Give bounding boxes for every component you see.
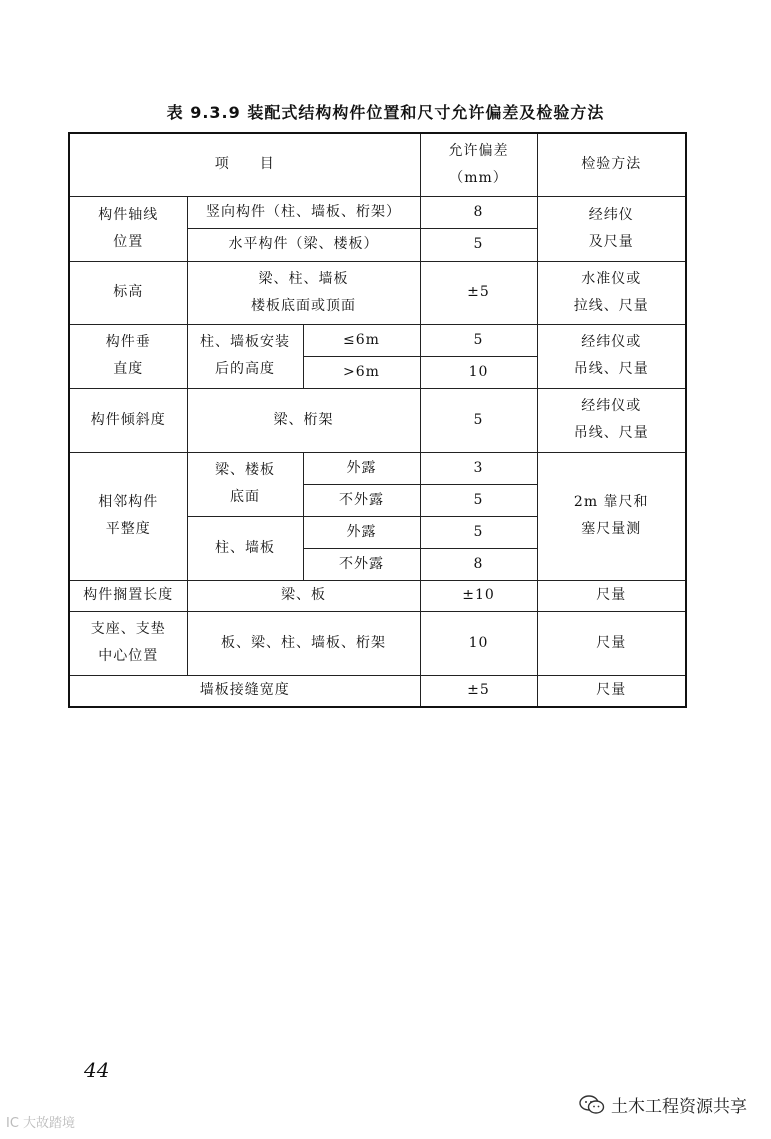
- condition-cell: 外露: [303, 516, 420, 548]
- method-line: 经纬仪或: [581, 398, 642, 414]
- item-column-wall: 柱、墙板: [187, 516, 303, 580]
- row-label-line: 位置: [113, 233, 144, 250]
- method-cell: 尺量: [537, 675, 686, 707]
- item-beam-slab-bottom: [187, 452, 303, 516]
- method-line: 吊线、尺量: [573, 361, 649, 377]
- method-cell: [537, 452, 686, 580]
- header-tolerance-line1: 允许偏差: [448, 142, 509, 159]
- watermark-left: IC 大故踏境: [6, 1116, 76, 1131]
- header-method: 检验方法: [537, 133, 686, 196]
- row-label-plumb: [69, 324, 187, 388]
- header-row: [69, 133, 686, 196]
- header-tolerance-line2: （mm）: [449, 169, 508, 186]
- item-vertical-members: 竖向构件（柱、墙板、桁架）: [187, 196, 420, 228]
- method-cell: [537, 261, 686, 324]
- method-line: 吊线、尺量: [573, 425, 649, 441]
- value-cell: 10: [420, 356, 537, 388]
- row-label-line: 平整度: [105, 521, 151, 537]
- condition-cell: 外露: [303, 452, 420, 484]
- item-tilt: 梁、桁架: [187, 388, 420, 452]
- item-line: 梁、楼板: [215, 462, 275, 478]
- row-label-tilt: 构件倾斜度: [69, 388, 187, 452]
- item-line: 楼板底面或顶面: [251, 297, 356, 314]
- method-line: 塞尺量测: [581, 521, 642, 537]
- condition-cell: 不外露: [303, 548, 420, 580]
- value-cell: 8: [420, 196, 537, 228]
- row-label-joint: 墙板接缝宽度: [69, 675, 420, 707]
- condition-cell: ≤6m: [303, 324, 420, 356]
- table-row: [69, 452, 686, 484]
- row-label-line: 构件垂: [105, 334, 151, 350]
- method-cell: 尺量: [537, 580, 686, 611]
- method-line: 拉线、尺量: [573, 297, 649, 314]
- value-cell: 10: [420, 611, 537, 675]
- method-line: 及尺量: [588, 233, 634, 250]
- method-cell: 尺量: [537, 611, 686, 675]
- row-label-line: 相邻构件: [98, 494, 159, 510]
- method-line: 经纬仪或: [581, 334, 642, 350]
- table-row: [69, 196, 686, 228]
- table-row: [69, 261, 686, 324]
- row-label-line: 支座、支垫: [90, 621, 166, 637]
- item-plumb: [187, 324, 303, 388]
- method-cell: [537, 196, 686, 261]
- value-cell: 3: [420, 452, 537, 484]
- table-row: [69, 611, 686, 675]
- header-tolerance: [420, 133, 537, 196]
- item-support: 板、梁、柱、墙板、桁架: [187, 611, 420, 675]
- method-line: 经纬仪: [588, 206, 634, 223]
- row-label-line: 构件轴线: [98, 206, 159, 223]
- watermark-right-text: 土木工程资源共享: [611, 1097, 747, 1117]
- header-item: 项 目: [69, 133, 420, 196]
- row-label-bearing: 构件搁置长度: [69, 580, 187, 611]
- table-row: [69, 324, 686, 356]
- row-label-line: 直度: [113, 361, 144, 377]
- method-cell: [537, 388, 686, 452]
- watermark-right: [579, 1092, 747, 1117]
- method-cell: [537, 324, 686, 388]
- table-row: [69, 388, 686, 452]
- tolerance-table: [68, 132, 687, 708]
- value-cell: 5: [420, 228, 537, 261]
- item-line: 后的高度: [215, 361, 275, 377]
- value-cell: 5: [420, 388, 537, 452]
- item-line: 柱、墙板安装: [200, 334, 290, 350]
- item-line: 底面: [230, 489, 260, 505]
- item-elevation: [187, 261, 420, 324]
- row-label-line: 中心位置: [98, 648, 159, 664]
- value-cell: 5: [420, 324, 537, 356]
- table-row: [69, 675, 686, 707]
- item-horizontal-members: 水平构件（梁、楼板）: [187, 228, 420, 261]
- value-cell: ±10: [420, 580, 537, 611]
- row-label-flatness: [69, 452, 187, 580]
- method-line: 2m 靠尺和: [573, 494, 649, 510]
- row-label-elevation: 标高: [69, 261, 187, 324]
- value-cell: 5: [420, 516, 537, 548]
- value-cell: ±5: [420, 675, 537, 707]
- value-cell: 8: [420, 548, 537, 580]
- table-caption: 表 9.3.9 装配式结构构件位置和尺寸允许偏差及检验方法: [166, 103, 605, 122]
- value-cell: ±5: [420, 261, 537, 324]
- condition-cell: >6m: [303, 356, 420, 388]
- method-line: 水准仪或: [581, 270, 642, 287]
- wechat-icon: [579, 1095, 605, 1115]
- table-row: [69, 580, 686, 611]
- row-label-axis: [69, 196, 187, 261]
- item-bearing: 梁、板: [187, 580, 420, 611]
- item-line: 梁、柱、墙板: [258, 270, 349, 287]
- page-number: 44: [84, 1058, 110, 1082]
- value-cell: 5: [420, 484, 537, 516]
- condition-cell: 不外露: [303, 484, 420, 516]
- row-label-support: [69, 611, 187, 675]
